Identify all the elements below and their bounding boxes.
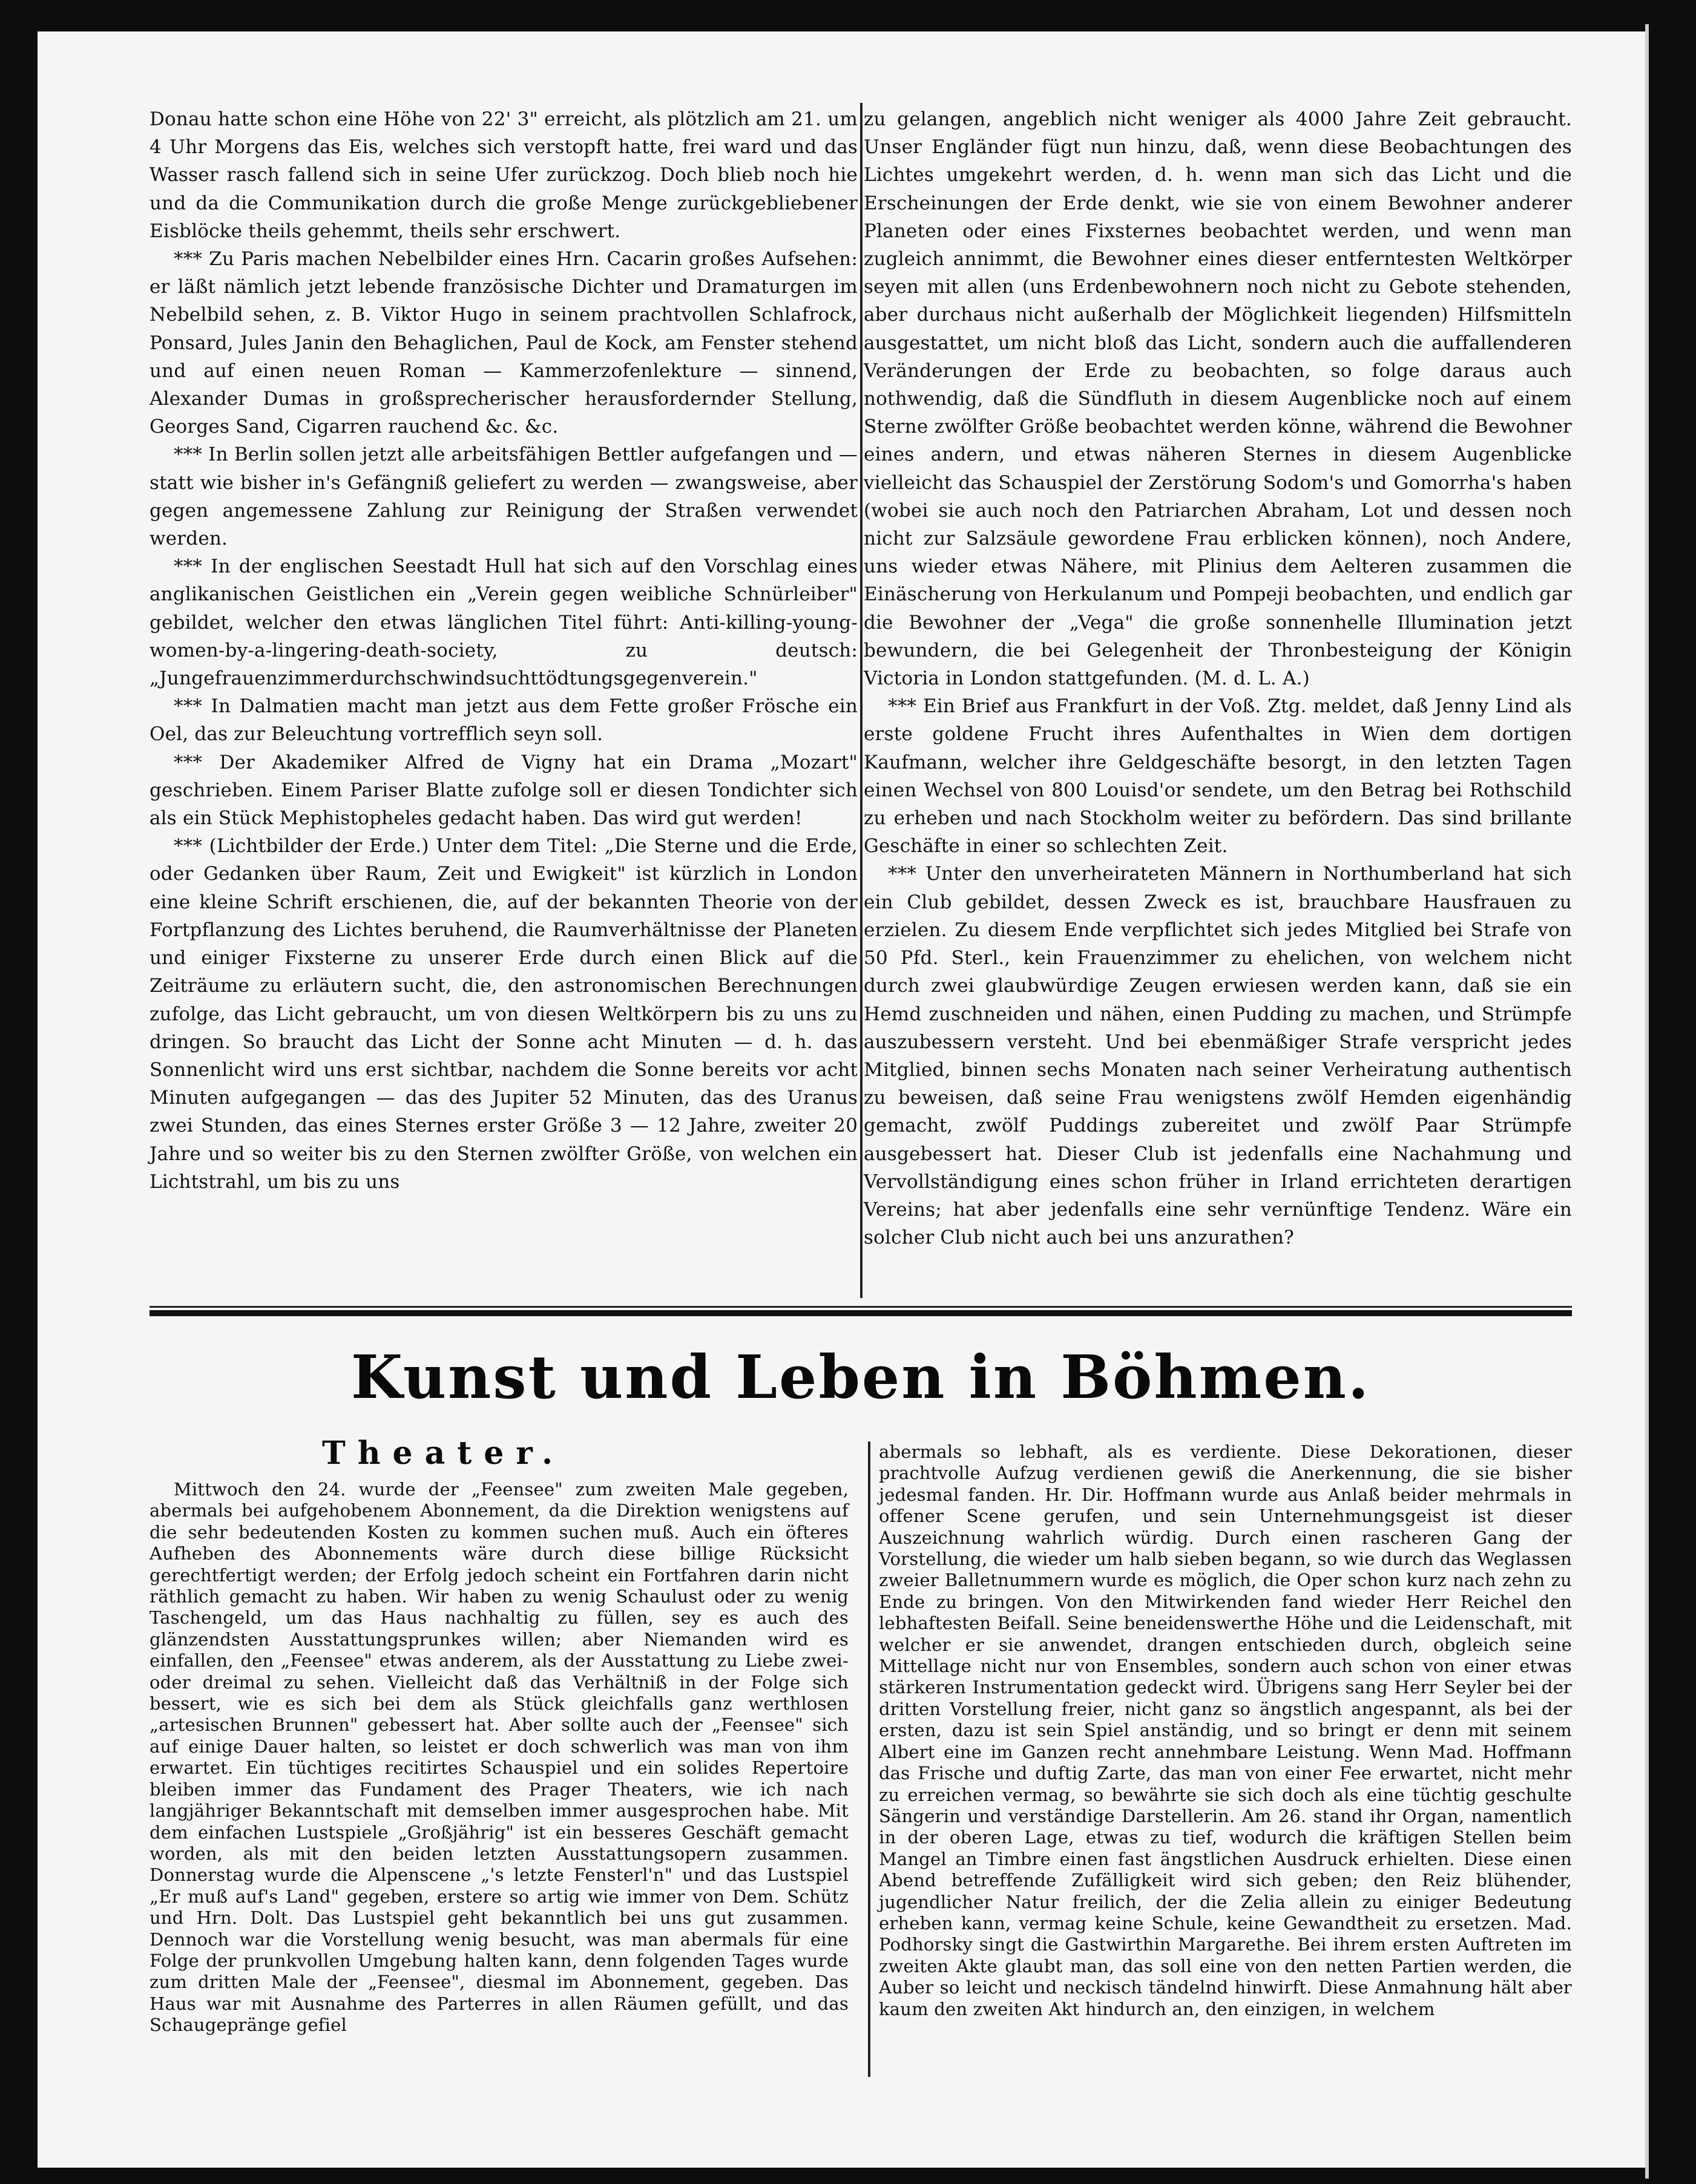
section-rule-thick (150, 1310, 1572, 1316)
column-divider-top (860, 103, 863, 1298)
paragraph: *** Unter den unverheirateten Männern in Northumberland hat sich ein Club gebildet, dessen Zweck es ist, brauchbare Hausfrauen zu erzielen. Zu diesem Ende verpflichtet sich jedes Mitglied bei Strafe von 50 Pfd. Sterl., kein Frauenzimmer zu ehelichen, von welchem nicht durch zwei glaubwürdige Zeugen erwiesen werden kann, daß sie ein Hemd zuschneiden und nähen, einen Pudding zu machen, und Strümpfe auszubessern versteht. Und bei ebenmäßiger Strafe verspricht jedes Mitglied, binnen sechs Monaten nach seiner Verheiratung authentisch zu beweisen, daß seine Frau wenigstens zwölf Hemden eigenhändig gemacht, zwölf Puddings zubereitet und zwölf Paar Strümpfe ausgebessert hat. Dieser Club ist jedenfalls eine Nachahmung und Vervollständigung eines schon früher in Irland errichteten derartigen Vereins; hat aber jedenfalls eine sehr vernünftige Tendenz. Wäre ein solcher Club nicht auch bei uns anzurathen? (864, 863, 1572, 1249)
paragraph: Donau hatte schon eine Höhe von 22' 3" erreicht, als plötzlich am 21. um 4 Uhr Morgens das Eis, welches sich verstopft hatte, frei ward und das Wasser rasch fallend sich in seine Ufer zurückzog. Doch blieb noch hie und da die Communikation durch die große Menge zurückgebliebener Eisblöcke theils gehemmt, theils sehr erschwert. (150, 108, 858, 242)
paragraph: Mittwoch den 24. wurde der „Feensee" zum zweiten Male gegeben, abermals bei aufgehobenem Abonnement, da die Direktion wenigstens auf die sehr bedeutenden Kosten zu kommen suchen muß. Auch ein öfteres Aufheben des Abonnements wäre durch diese billige Rücksicht gerechtfertigt werden; der Erfolg jedoch scheint ein Fortfahren darin nicht räthlich gemacht zu haben. Wir haben zu wenig Schaulust oder zu wenig Taschengeld, um das Haus nachhaltig zu füllen, sey es auch des glänzendsten Ausstattungsprunkes willen; aber Niemanden wird es einfallen, den „Feensee" etwas anderem, als der Ausstattung zu Liebe zwei- oder dreimal zu sehen. Vielleicht daß das Verhältniß in der Folge sich bessert, wie es sich bei dem als Stück gleichfalls ganz werthlosen „artesischen Brunnen" gebessert hat. Aber sollte auch der „Feensee" sich auf einige Dauer halten, so leistet er doch schwerlich was man von ihm erwartet. Ein tüchtiges recitirtes Schauspiel und ein solides Repertoire bleiben immer das Fundament des Prager Theaters, wie ich nach langjähriger Bekanntschaft mit demselben immer ausgesprochen habe. Mit dem einfachen Lustspiele „Großjährig" ist ein besseres Geschäft gemacht worden, als mit den beiden letzten Ausstattungsopern zusammen. Donnerstag wurde die Alpenscene „'s letzte Fensterl'n" und das Lustspiel „Er muß auf's Land" gegeben, erstere so artig wie immer von Dem. Schütz und Hrn. Dolt. Das Lustspiel geht bekanntlich bei uns gut zusammen. Dennoch war die Vorstellung wenig besucht, was man abermals für eine Folge der prunkvollen Umgebung halten kann, denn folgenden Tages wurde zum dritten Male der „Feensee", diesmal im Abonnement, gegeben. Das Haus war mit Ausnahme des Parterres in allen Räumen gefüllt, und das Schaugepränge gefiel (150, 1479, 849, 2036)
column-bottom-right (879, 1441, 1572, 2020)
section-title: Kunst und Leben in Böhmen. (350, 1343, 1371, 1412)
subsection-title: Theater. (322, 1435, 565, 1472)
paragraph: *** Der Akademiker Alfred de Vigny hat ein Drama „Mozart" geschrieben. Einem Pariser Blatte zufolge soll er diesen Tondichter sich als ein Stück Mephistopheles gedacht haben. Das wird gut werden! (150, 751, 858, 830)
column-divider-bottom (868, 1441, 870, 2077)
paragraph: *** Ein Brief aus Frankfurt in der Voß. Ztg. meldet, daß Jenny Lind als erste goldene Frucht ihres Aufenthaltes in Wien dem dortigen Kaufmann, welcher ihre Geldgeschäfte besorgt, in den letzten Tagen einen Wechsel von 800 Louisd'or sendete, um den Betrag bei Rothschild zu erheben und nach Stockholm weiter zu befördern. Das sind brillante Geschäfte in einer so schlechten Zeit. (864, 695, 1572, 858)
paragraph: zu gelangen, angeblich nicht weniger als 4000 Jahre Zeit gebraucht. Unser Engländer fügt nun hinzu, daß, wenn diese Beobachtungen des Lichtes umgekehrt werden, d. h. wenn man sich das Licht und die Erscheinungen der Erde denkt, wie sie von einem Bewohner anderer Planeten oder eines Fixsternes beobachtet werden, und wenn man zugleich annimmt, die Bewohner eines dieser entferntesten Weltkörper seyen mit allen (uns Erdenbewohnern noch nicht zu Gebote stehenden, aber durchaus nicht außerhalb der Möglichkeit liegenden) Hilfsmitteln ausgestattet, um nicht bloß das Licht, sondern auch die auffallenderen Veränderungen der Erde zu beobachten, so folge daraus auch nothwendig, daß die Sündfluth in diesem Augenblicke noch auf einem Sterne zwölfter Größe beobachtet werden könne, während die Bewohner eines andern, und etwas näheren Sternes in diesem Augenblicke vielleicht das Schauspiel der Zerstörung Sodom's und Gomorrha's haben (wobei sie auch noch den Patriarchen Abraham, Lot und dessen noch nicht zur Salzsäule gewordene Frau erblicken können), noch Andere, uns wieder etwas Nähere, mit Plinius dem Aelteren zusammen die Einäscherung von Herkulanum und Pompeji beobachten, und endlich gar die Bewohner der „Vega" die große sonnenhelle Illumination jetzt bewundern, die bei Gelegenheit der Thronbesteigung der Königin Victoria in London stattgefunden. (M. d. L. A.) (864, 108, 1572, 690)
paragraph: *** Zu Paris machen Nebelbilder eines Hrn. Cacarin großes Aufsehen: er läßt nämlich jetzt lebende französische Dichter und Dramaturgen im Nebelbild sehen, z. B. Viktor Hugo in seinem prachtvollen Schlafrock, Ponsard, Jules Janin den Behaglichen, Paul de Kock, am Fenster stehend und auf einen neuen Roman — Kammerzofenlekture — sinnend, Alexander Dumas in großsprecherischer herausfordernder Stellung, Georges Sand, Cigarren rauchend &c. &c. (150, 248, 858, 438)
paragraph: *** (Lichtbilder der Erde.) Unter dem Titel: „Die Sterne und die Erde, oder Gedanken über Raum, Zeit und Ewigkeit" ist kürzlich in London eine kleine Schrift erschienen, die, auf der bekannten Theorie von der Fortpflanzung des Lichtes beruhend, die Raumverhältnisse der Planeten und einiger Fixsterne zu unserer Erde durch einen Blick auf die Zeiträume zu erläutern sucht, die, den astronomischen Berechnungen zufolge, das Licht gebraucht, um von diesen Weltkörpern bis zu uns zu dringen. So braucht das Licht der Sonne acht Minuten — d. h. das Sonnenlicht wird uns erst sichtbar, nachdem die Sonne bereits vor acht Minuten aufgegangen — das des Jupiter 52 Minuten, das des Uranus zwei Stunden, das eines Sternes erster Größe 3 — 12 Jahre, zweiter 20 Jahre und so weiter bis zu den Sternen zwölfter Größe, von welchen ein Lichtstrahl, um bis zu uns (150, 835, 858, 1193)
paragraph: abermals so lebhaft, als es verdiente. Diese Dekorationen, dieser prachtvolle Aufzug verdienen gewiß die Anerkennung, die sie bisher jedesmal fanden. Hr. Dir. Hoffmann wurde aus Anlaß beider mehrmals in offener Scene gerufen, und sein Unternehmungsgeist ist dieser Auszeichnung wahrlich würdig. Durch einen rascheren Gang der Vorstellung, die wieder um halb sieben begann, so wie durch das Weglassen zweier Balletnummern wurde es möglich, die Oper schon kurz nach zehn zu Ende zu bringen. Von den Mitwirkenden fand wieder Herr Reichel den lebhaftesten Beifall. Seine beneidenswerthe Höhe und die Leidenschaft, mit welcher er sie anwendet, drangen entschieden durch, obgleich seine Mittellage nicht nur von Ensembles, sondern auch schon von einer etwas stärkeren Instrumentation gedeckt wird. Übrigens sang Herr Seyler bei der dritten Vorstellung freier, nicht ganz so ängstlich angespannt, als bei der ersten, dazu ist sein Spiel anständig, und so bringt er denn mit seinem Albert eine im Ganzen recht annehmbare Leistung. Wenn Mad. Hoffmann das Frische und duftig Zarte, das man von einer Fee erwartet, nicht mehr zu erreichen vermag, so bewährte sie sich doch als eine tüchtig geschulte Sängerin und verständige Darstellerin. Am 26. stand ihr Organ, namentlich in der oberen Lage, etwas zu tief, wodurch die kräftigen Stellen beim Mangel an Timbre einen fast ängstlichen Ausdruck erhielten. Diese einen Abend betreffende Zufälligkeit wird sich geben; den Reiz blühender, jugendlicher Natur freilich, der die Zelia allein zu einiger Bedeutung erheben kann, vermag keine Schule, keine Gewandtheit zu ersetzen. Mad. Podhorsky singt die Gastwirthin Margarethe. Bei ihrem ersten Auftreten im zweiten Akte glaubt man, das soll eine von den netten Partien werden, die Auber so leicht und neckisch tändelnd hinwirft. Diese Anmahnung hält aber kaum den zweiten Akt hindurch an, den einzigen, in welchem (879, 1441, 1572, 2019)
column-top-left (150, 105, 858, 1196)
paragraph: *** In der englischen Seestadt Hull hat sich auf den Vorschlag eines anglikanischen Geistlichen ein „Verein gegen weibliche Schnürleiber" gebildet, welcher den etwas länglichen Titel führt: Anti-killing-young-women-by-a-lingering-death-society, zu deutsch: „Jungefrauenzimmerdurchschwindsuchttödtungsgegenverein." (150, 556, 858, 690)
newspaper-page (38, 31, 1645, 2168)
paragraph: *** In Berlin sollen jetzt alle arbeitsfähigen Bettler aufgefangen und — statt wie bisher in's Gefängniß geliefert zu werden — zwangsweise, aber gegen angemessene Zahlung zur Reinigung der Straßen verwendet werden. (150, 444, 858, 550)
paragraph: *** In Dalmatien macht man jetzt aus dem Fette großer Frösche ein Oel, das zur Beleuchtung vortrefflich seyn soll. (150, 695, 858, 746)
column-bottom-left (150, 1479, 849, 2036)
section-rule-thin (150, 1306, 1572, 1308)
page-edge (1645, 24, 1649, 2179)
column-top-right (864, 105, 1572, 1251)
